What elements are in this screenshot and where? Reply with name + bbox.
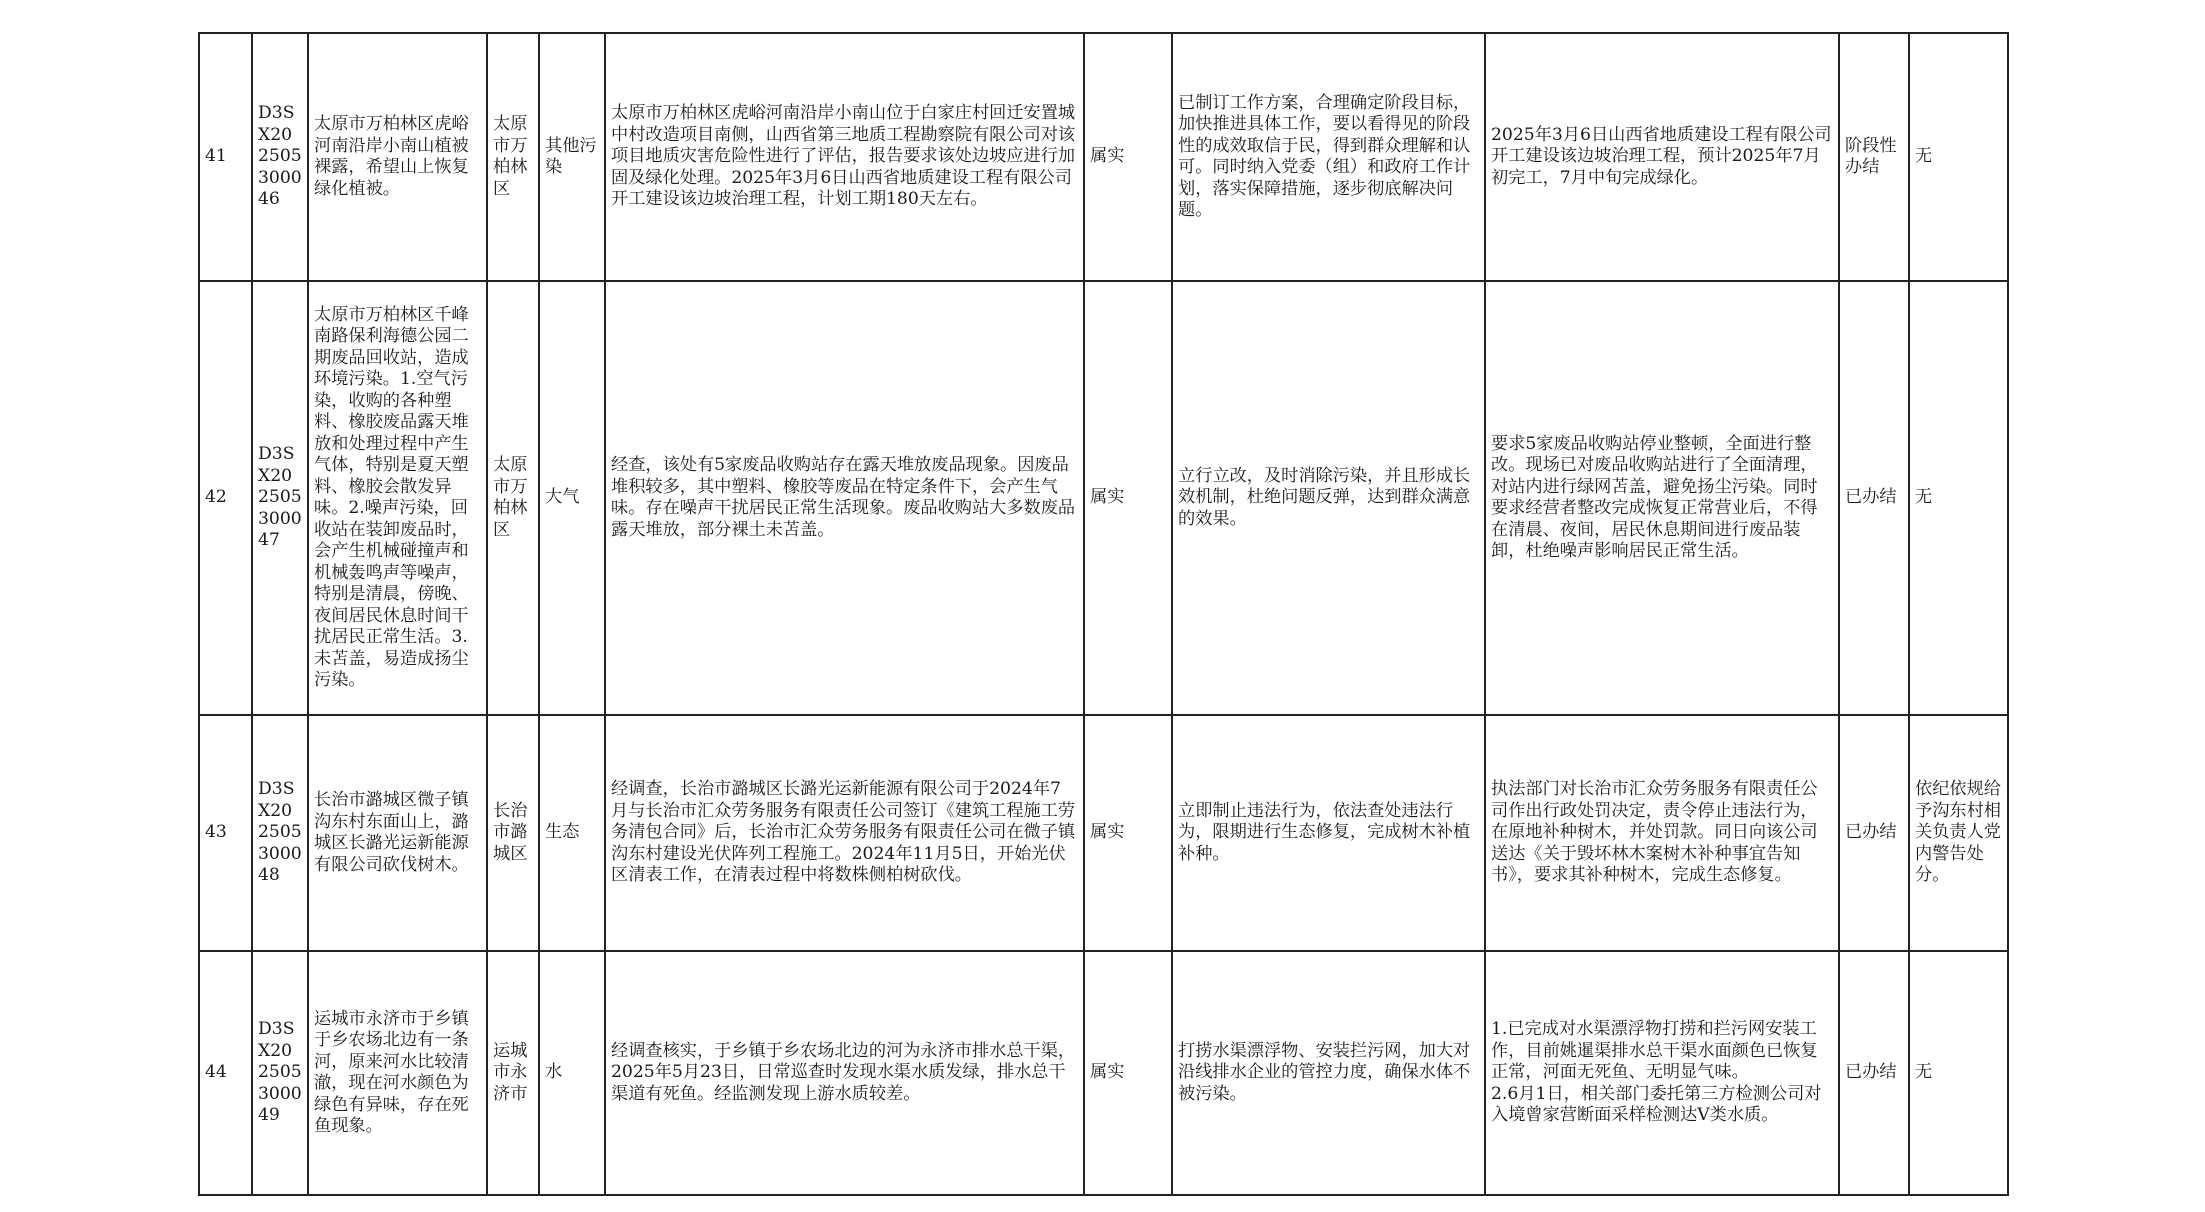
pollution-type-cell: 水 [539, 951, 605, 1195]
case-code-cell: D3SX202505300049 [252, 951, 308, 1195]
table-row [199, 951, 2008, 1195]
rectification-goal-cell: 立即制止违法行为，依法查处违法行为，限期进行生态修复，完成树木补植补种。 [1172, 715, 1485, 951]
rectification-goal-cell: 立行立改，及时消除污染，并且形成长效机制，杜绝问题反弹，达到群众满意的效果。 [1172, 281, 1485, 715]
investigation-result-cell: 经调查核实，于乡镇于乡农场北边的河为永济市排水总干渠，2025年5月23日，日常巡查时发现水渠水质发绿，排水总干渠道有死鱼。经监测发现上游水质较差。 [605, 951, 1084, 1195]
rectification-progress-cell: 2025年3月6日山西省地质建设工程有限公司开工建设该边坡治理工程，预计2025年7月初完工，7月中旬完成绿化。 [1485, 33, 1839, 281]
verdict-cell: 属实 [1084, 281, 1172, 715]
complaint-content-cell: 长治市潞城区微子镇沟东村东面山上，潞城区长潞光运新能源有限公司砍伐树木。 [308, 715, 487, 951]
pollution-type-cell: 生态 [539, 715, 605, 951]
administrative-area-cell: 运城市永济市 [487, 951, 539, 1195]
table-row [199, 715, 2008, 951]
rectification-goal-cell: 打捞水渠漂浮物、安装拦污网，加大对沿线排水企业的管控力度，确保水体不被污染。 [1172, 951, 1485, 1195]
handling-status-cell: 已办结 [1839, 951, 1909, 1195]
verdict-cell: 属实 [1084, 33, 1172, 281]
complaint-report-table [198, 32, 2009, 1196]
investigation-result-cell: 太原市万柏林区虎峪河南沿岸小南山位于白家庄村回迁安置城中村改造项目南侧，山西省第三地质工程勘察院有限公司对该项目地质灾害危险性进行了评估，报告要求该处边坡应进行加固及绿化处理。2025年3月6日山西省地质建设工程有限公司开工建设该边坡治理工程，计划工期180天左右。 [605, 33, 1084, 281]
administrative-area-cell: 太原市万柏林区 [487, 281, 539, 715]
accountability-cell: 无 [1909, 281, 2008, 715]
handling-status-cell: 已办结 [1839, 715, 1909, 951]
rectification-goal-cell: 已制订工作方案，合理确定阶段目标，加快推进具体工作，要以看得见的阶段性的成效取信于民，得到群众理解和认可。同时纳入党委（组）和政府工作计划，落实保障措施，逐步彻底解决问题。 [1172, 33, 1485, 281]
table-row [199, 33, 2008, 281]
rectification-progress-cell: 要求5家废品收购站停业整顿，全面进行整改。现场已对废品收购站进行了全面清理，对站内进行绿网苫盖，避免扬尘污染。同时要求经营者整改完成恢复正常营业后，不得在清晨、夜间，居民休息期间进行废品装卸，杜绝噪声影响居民正常生活。 [1485, 281, 1839, 715]
complaint-content-cell: 运城市永济市于乡镇于乡农场北边有一条河，原来河水比较清澈，现在河水颜色为绿色有异味，存在死鱼现象。 [308, 951, 487, 1195]
accountability-cell: 无 [1909, 951, 2008, 1195]
administrative-area-cell: 长治市潞城区 [487, 715, 539, 951]
administrative-area-cell: 太原市万柏林区 [487, 33, 539, 281]
handling-status-cell: 阶段性办结 [1839, 33, 1909, 281]
complaint-content-cell: 太原市万柏林区虎峪河南沿岸小南山植被裸露，希望山上恢复绿化植被。 [308, 33, 487, 281]
verdict-cell: 属实 [1084, 951, 1172, 1195]
row-number-cell: 42 [199, 281, 252, 715]
accountability-cell: 无 [1909, 33, 2008, 281]
pollution-type-cell: 其他污染 [539, 33, 605, 281]
investigation-result-cell: 经查，该处有5家废品收购站存在露天堆放废品现象。因废品堆积较多，其中塑料、橡胶等废品在特定条件下，会产生气味。存在噪声干扰居民正常生活现象。废品收购站大多数废品露天堆放，部分裸土未苫盖。 [605, 281, 1084, 715]
case-code-cell: D3SX202505300046 [252, 33, 308, 281]
row-number-cell: 43 [199, 715, 252, 951]
verdict-cell: 属实 [1084, 715, 1172, 951]
rectification-progress-cell: 1.已完成对水渠漂浮物打捞和拦污网安装工作，目前姚暹渠排水总干渠水面颜色已恢复正常，河面无死鱼、无明显气味。 2.6月1日，相关部门委托第三方检测公司对入境曾家营断面采样检测达Ⅴ类水质。 [1485, 951, 1839, 1195]
investigation-result-cell: 经调查，长治市潞城区长潞光运新能源有限公司于2024年7月与长治市汇众劳务服务有限责任公司签订《建筑工程施工劳务清包合同》后，长治市汇众劳务服务有限责任公司在微子镇沟东村建设光伏阵列工程施工。2024年11月5日，开始光伏区清表工作，在清表过程中将数株侧柏树砍伐。 [605, 715, 1084, 951]
pollution-type-cell: 大气 [539, 281, 605, 715]
table-row [199, 281, 2008, 715]
row-number-cell: 41 [199, 33, 252, 281]
case-code-cell: D3SX202505300047 [252, 281, 308, 715]
complaint-content-cell: 太原市万柏林区千峰南路保利海德公园二期废品回收站，造成环境污染。1.空气污染，收购的各种塑料、橡胶废品露天堆放和处理过程中产生气体，特别是夏天塑料、橡胶会散发异味。2.噪声污染，回收站在装卸废品时，会产生机械碰撞声和机械轰鸣声等噪声，特别是清晨，傍晚、夜间居民休息时间干扰居民正常生活。3.未苫盖，易造成扬尘污染。 [308, 281, 487, 715]
rectification-progress-cell: 执法部门对长治市汇众劳务服务有限责任公司作出行政处罚决定，责令停止违法行为，在原地补种树木，并处罚款。同日向该公司送达《关于毁坏林木案树木补种事宜告知书》，要求其补种树木，完成生态修复。 [1485, 715, 1839, 951]
case-code-cell: D3SX202505300048 [252, 715, 308, 951]
row-number-cell: 44 [199, 951, 252, 1195]
handling-status-cell: 已办结 [1839, 281, 1909, 715]
accountability-cell: 依纪依规给予沟东村相关负责人党内警告处分。 [1909, 715, 2008, 951]
